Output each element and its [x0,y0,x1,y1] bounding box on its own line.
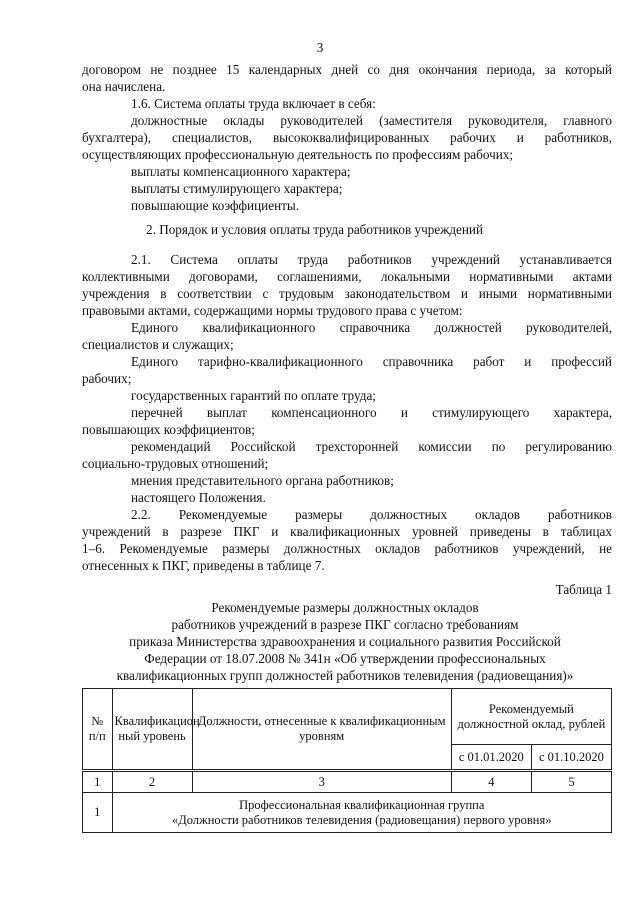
body-line: 2.2. Рекомендуемые размеры должностных окладов работников [131,507,612,522]
table-title-line: квалификационных групп должностей работников телевидения (радиовещания)» [116,668,574,683]
body-line: учреждений в разрезе ПКГ и квалификационных уровней приведены в таблицах [82,524,612,539]
body-line: 2.1. Система оплаты труда работников учреждений устанавливается [131,252,612,267]
col-number: 5 [531,771,611,793]
body-line: повышающие коэффициенты. [131,198,300,213]
body-line: должностные оклады руководителей (заместителя руководителя, главного [131,113,612,128]
table-title-line: Федерации от 18.07.2008 № 341н «Об утверждении профессиональных [144,651,546,666]
header-num: № п/п [83,689,113,771]
body-line: договором не позднее 15 календарных дней со дня окончания периода, за который [82,62,612,77]
header-salary: Рекомендуемый должностной оклад, рублей [451,689,611,745]
salary-table [82,688,612,833]
body-line: правовыми актами, содержащими нормы трудового права с учетом: [82,303,463,318]
body-line: рабочих; [82,371,132,386]
body-line: бухгалтера), специалистов, высококвалифицированных рабочих и работников, [82,130,612,145]
body-line: государственных гарантий по оплате труда; [131,388,376,403]
body-line: настоящего Положения. [131,490,266,505]
body-line: учреждения в соответствии с трудовым законодательством и иными нормативными [82,286,612,301]
group-row-line: Профессиональная квалификационная группа [239,797,485,812]
body-line: выплаты стимулирующего характера; [131,181,343,196]
col-number: 2 [112,771,192,793]
col-number: 3 [192,771,451,793]
group-row-line: «Должности работников телевидения (радиовещания) первого уровня» [172,812,552,827]
body-line: социально-трудовых отношений; [82,456,269,471]
header-positions: Должности, отнесенные к квалификационным уровням [192,689,451,771]
table-title-line: работников учреждений в разрезе ПКГ согласно требованиям [171,617,519,632]
body-line: осуществляющих профессиональную деятельность по профессиям рабочих; [82,147,514,162]
table-title-line: приказа Министерства здравоохранения и социального развития Российской [129,634,561,649]
table-title-line: Рекомендуемые размеры должностных окладов [211,600,479,615]
body-line: 1.6. Система оплаты труда включает в себя: [131,96,376,111]
group-row-num: 1 [83,793,113,833]
body-line: рекомендаций Российской трехсторонней комиссии по регулированию [131,439,612,454]
body-line: перечней выплат компенсационного и стимулирующего характера, [131,405,612,420]
col-number: 1 [83,771,113,793]
group-row-title [112,793,612,833]
page-number: 3 [316,40,324,55]
table-label: Таблица 1 [555,582,612,597]
header-date-2: с 01.10.2020 [531,745,611,771]
body-line: Единого тарифно-квалификационного справочника работ и профессий [131,354,612,369]
body-line: 1–6. Рекомендуемые размеры должностных окладов работников учреждений, не [82,541,612,556]
body-line: коллективными договорами, соглашениями, локальными нормативными актами [82,269,612,284]
header-level: Квалификацион ный уровень [112,689,192,771]
header-date-1: с 01.01.2020 [451,745,531,771]
body-line: Единого квалификационного справочника должностей руководителей, [131,320,612,335]
body-line: специалистов и служащих; [82,337,234,352]
body-line: повышающих коэффициентов; [82,422,255,437]
body-line: выплаты компенсационного характера; [131,164,351,179]
section-heading: 2. Порядок и условия оплаты труда работников учреждений [146,222,484,237]
body-line: она начислена. [82,79,166,94]
body-line: отнесенных к ПКГ, приведены в таблице 7. [82,558,325,573]
body-line: мнения представительного органа работников; [131,473,394,488]
col-number: 4 [451,771,531,793]
